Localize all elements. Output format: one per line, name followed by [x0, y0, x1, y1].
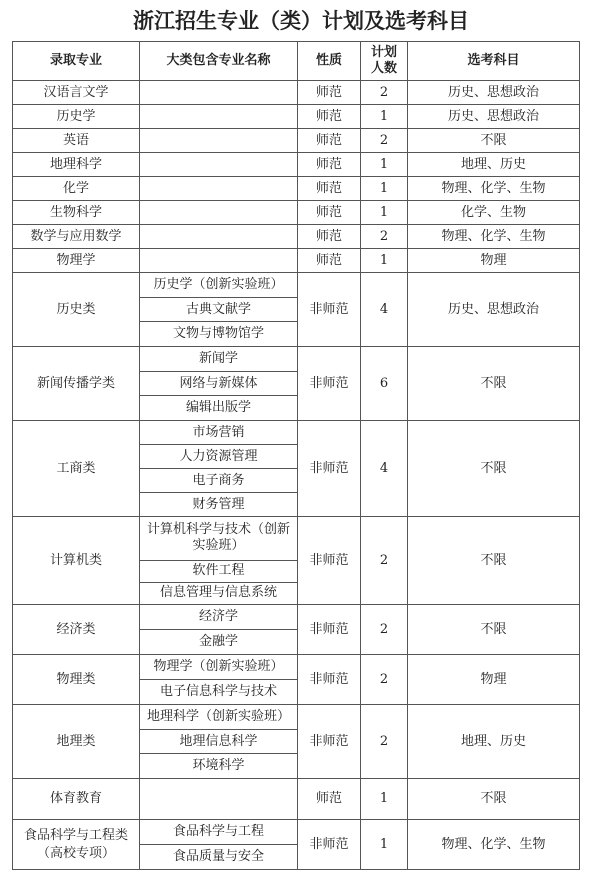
- header-subjects: 选考科目: [408, 42, 580, 81]
- cell-included: [140, 129, 298, 153]
- cell-subjects: 地理、历史: [408, 705, 580, 779]
- header-nature: 性质: [298, 42, 361, 81]
- included-major-item: 金融学: [140, 629, 297, 654]
- table-row: [13, 705, 580, 779]
- table-row: [13, 347, 580, 421]
- cell-included: [140, 273, 298, 347]
- included-major-item: 经济学: [198, 609, 238, 624]
- cell-major: 化学: [13, 177, 140, 201]
- cell-subjects: 不限: [408, 779, 580, 820]
- cell-nature: 非师范: [298, 421, 361, 517]
- included-major-item: 古典文献学: [140, 297, 297, 322]
- included-major-item: 编辑出版学: [140, 395, 297, 420]
- cell-major: 历史学: [13, 105, 140, 129]
- table-row: [13, 820, 580, 870]
- cell-plan: 1: [361, 201, 408, 225]
- included-major-item: 环境科学: [140, 753, 297, 778]
- cell-subjects: 物理、化学、生物: [408, 177, 580, 201]
- table-row: [13, 177, 580, 201]
- cell-nature: 师范: [298, 249, 361, 273]
- table-row: [13, 779, 580, 820]
- admission-table: [12, 41, 580, 870]
- table-row: [13, 517, 580, 605]
- cell-subjects: 历史、思想政治: [408, 81, 580, 105]
- cell-plan: 1: [361, 249, 408, 273]
- included-major-item: 信息管理与信息系统: [140, 582, 297, 604]
- cell-major: 英语: [13, 129, 140, 153]
- cell-plan: 2: [361, 705, 408, 779]
- cell-nature: 非师范: [298, 605, 361, 655]
- cell-nature: 师范: [298, 779, 361, 820]
- cell-major: 历史类: [13, 273, 140, 347]
- table-row: [13, 105, 580, 129]
- cell-plan: 1: [361, 153, 408, 177]
- cell-plan: 6: [361, 347, 408, 421]
- table-header-row: [13, 42, 580, 81]
- table-row: [13, 129, 580, 153]
- cell-plan: 1: [361, 105, 408, 129]
- cell-plan: 2: [361, 129, 408, 153]
- page-title: 浙江招生专业（类）计划及选考科目: [133, 9, 469, 33]
- cell-subjects: 不限: [408, 129, 580, 153]
- cell-included: [140, 655, 298, 705]
- cell-included: [140, 225, 298, 249]
- header-plan: 计划人数: [361, 42, 408, 81]
- table-row: [13, 273, 580, 347]
- cell-included: [140, 421, 298, 517]
- cell-subjects: 不限: [408, 605, 580, 655]
- cell-plan: 1: [361, 779, 408, 820]
- cell-included: [140, 105, 298, 129]
- cell-included: [140, 347, 298, 421]
- included-major-item: 人力资源管理: [140, 444, 297, 468]
- cell-subjects: 不限: [408, 347, 580, 421]
- cell-plan: 2: [361, 81, 408, 105]
- cell-included: [140, 820, 298, 870]
- cell-major: 物理学: [13, 249, 140, 273]
- cell-subjects: 物理: [408, 655, 580, 705]
- included-major-item: 地理科学（创新实验班）: [146, 708, 290, 724]
- cell-included: [140, 81, 298, 105]
- table-row: [13, 655, 580, 705]
- cell-subjects: 物理、化学、生物: [408, 820, 580, 870]
- cell-plan: 4: [361, 421, 408, 517]
- cell-plan: 1: [361, 177, 408, 201]
- cell-major: 食品科学与工程类（高校专项）: [13, 820, 140, 870]
- cell-major: 物理类: [13, 655, 140, 705]
- cell-nature: 非师范: [298, 705, 361, 779]
- included-major-item: 历史学（创新实验班）: [153, 276, 284, 292]
- cell-plan: 2: [361, 655, 408, 705]
- cell-subjects: 不限: [408, 421, 580, 517]
- header-major: 录取专业: [13, 42, 140, 81]
- included-major-item: 计算机科学与技术（创新实验班）: [146, 522, 290, 554]
- cell-included: [140, 779, 298, 820]
- cell-included: [140, 705, 298, 779]
- cell-major: 经济类: [13, 605, 140, 655]
- cell-subjects: 物理: [408, 249, 580, 273]
- included-major-item: 物理学（创新实验班）: [153, 659, 284, 674]
- cell-included: [140, 177, 298, 201]
- cell-major: 工商类: [13, 421, 140, 517]
- cell-nature: 非师范: [298, 655, 361, 705]
- cell-nature: 非师范: [298, 820, 361, 870]
- cell-major: 生物科学: [13, 201, 140, 225]
- cell-included: [140, 153, 298, 177]
- included-major-item: 地理信息科学: [140, 729, 297, 754]
- cell-nature: 师范: [298, 129, 361, 153]
- cell-included: [140, 517, 298, 605]
- table-row: [13, 605, 580, 655]
- cell-plan: 2: [361, 225, 408, 249]
- included-major-item: 食品科学与工程: [172, 824, 264, 839]
- table-row: [13, 201, 580, 225]
- included-major-item: 软件工程: [140, 560, 297, 582]
- included-major-item: 电子信息科学与技术: [140, 679, 297, 704]
- header-included: 大类包含专业名称: [140, 42, 298, 81]
- cell-nature: 非师范: [298, 517, 361, 605]
- cell-subjects: 历史、思想政治: [408, 105, 580, 129]
- cell-included: [140, 249, 298, 273]
- included-major-item: 财务管理: [140, 492, 297, 516]
- cell-included: [140, 201, 298, 225]
- cell-plan: 2: [361, 605, 408, 655]
- cell-plan: 1: [361, 820, 408, 870]
- included-major-item: 新闻学: [198, 350, 238, 366]
- table-row: [13, 249, 580, 273]
- cell-major: 数学与应用数学: [13, 225, 140, 249]
- cell-nature: 非师范: [298, 347, 361, 421]
- table-row: [13, 81, 580, 105]
- cell-included: [140, 605, 298, 655]
- cell-nature: 师范: [298, 225, 361, 249]
- cell-nature: 师范: [298, 201, 361, 225]
- cell-major: 汉语言文学: [13, 81, 140, 105]
- table-row: [13, 225, 580, 249]
- cell-plan: 4: [361, 273, 408, 347]
- table-row: [13, 153, 580, 177]
- cell-major: 地理类: [13, 705, 140, 779]
- cell-plan: 2: [361, 517, 408, 605]
- cell-nature: 师范: [298, 81, 361, 105]
- cell-subjects: 不限: [408, 517, 580, 605]
- included-major-item: 食品质量与安全: [140, 844, 297, 869]
- included-major-item: 网络与新媒体: [140, 371, 297, 396]
- cell-subjects: 化学、生物: [408, 201, 580, 225]
- cell-subjects: 历史、思想政治: [408, 273, 580, 347]
- cell-major: 新闻传播学类: [13, 347, 140, 421]
- table-body: [13, 81, 580, 870]
- table-row: [13, 421, 580, 517]
- cell-nature: 师范: [298, 177, 361, 201]
- included-major-item: 电子商务: [140, 468, 297, 492]
- cell-major: 体育教育: [13, 779, 140, 820]
- cell-nature: 非师范: [298, 273, 361, 347]
- cell-nature: 师范: [298, 105, 361, 129]
- cell-major: 地理科学: [13, 153, 140, 177]
- cell-subjects: 物理、化学、生物: [408, 225, 580, 249]
- included-major-item: 市场营销: [192, 424, 245, 440]
- cell-nature: 师范: [298, 153, 361, 177]
- cell-subjects: 地理、历史: [408, 153, 580, 177]
- cell-major: 计算机类: [13, 517, 140, 605]
- included-major-item: 文物与博物馆学: [140, 321, 297, 346]
